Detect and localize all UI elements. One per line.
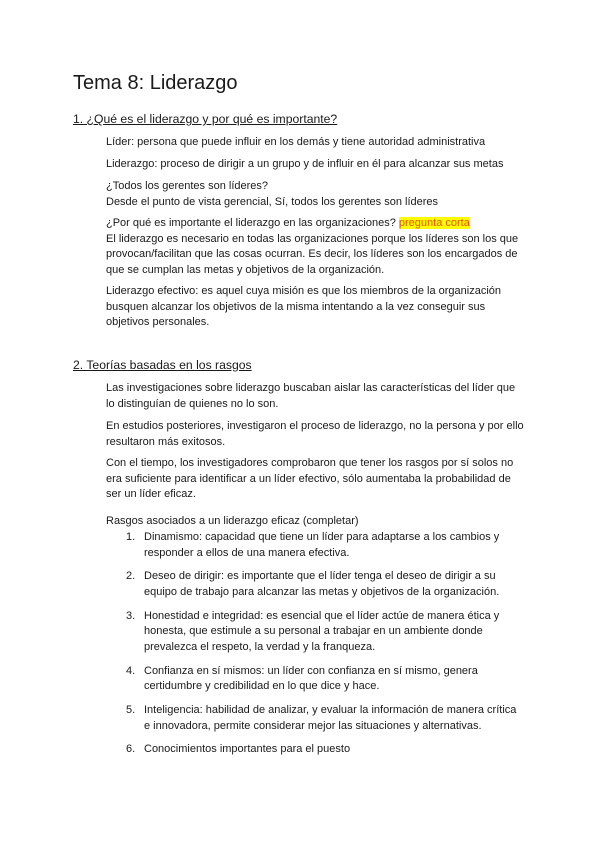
list-item-text: Confianza en sí mismos: un líder con confianza en sí mismo, genera certidumbre y credibilidad en lo que dice y hace. xyxy=(144,664,478,693)
list-item xyxy=(106,703,524,734)
list-item-text: Dinamismo: capacidad que tiene un líder para adaptarse a los cambios y responder a ellos de una manera efectiva. xyxy=(144,531,500,559)
list-item-number: 3. xyxy=(126,609,136,622)
definition-liderazgo: Liderazgo: proceso de dirigir a un grupo y de influir en él para alcanzar sus metas xyxy=(106,158,504,170)
list-item-number: 6. xyxy=(126,743,136,756)
list-item xyxy=(106,569,524,600)
list-item-text: Deseo de dirigir: es importante que el líder tenga el deseo de dirigir a su equipo de trabajo para alcanzar las metas y objetivos de la organización. xyxy=(144,570,500,598)
definition-lider: Líder: persona que puede influir en los demás y tiene autoridad administrativa xyxy=(106,136,486,148)
liderazgo-efectivo: Liderazgo efectivo: es aquel cuya misión es que los miembros de la organización busquen alcanzar los objetivos de la misma intentando a la vez conseguir sus objetivos personales. xyxy=(106,285,501,329)
paragraph-estudios: En estudios posteriores, investigaron el proceso de liderazgo, no la persona y por ello resultaron más exitosos. xyxy=(106,420,524,448)
list-item-number: 1. xyxy=(126,531,136,543)
list-item-number: 2. xyxy=(126,570,136,583)
question-importante-block xyxy=(106,216,524,278)
answer-importante: El liderazgo es necesario en todas las organizaciones porque los líderes son los que provocan/facilitan que las cosas ocurran. Es decir, los líderes son los encargados de que se cumplan las metas y objetivos de la organización. xyxy=(106,232,519,276)
question-importante-line xyxy=(106,216,524,232)
list-item xyxy=(106,530,524,561)
traits-list xyxy=(106,530,524,766)
section-2-heading: 2. Teorías basadas en los rasgos xyxy=(73,358,252,372)
list-item-text: Inteligencia: habilidad de analizar, y evaluar la información de manera crítica e innovadora, permite considerar mejor las situaciones y alternativas. xyxy=(144,704,517,732)
answer-gerentes: Desde el punto de vista gerencial, Sí, todos los gerentes son líderes xyxy=(106,195,439,208)
question-gerentes: ¿Todos los gerentes son líderes? xyxy=(106,180,269,192)
paragraph-investigaciones: Las investigaciones sobre liderazgo buscaban aislar las características del líder que lo distinguían de quienes no lo son. xyxy=(106,382,516,410)
list-item-number: 5. xyxy=(126,704,136,717)
list-item-text: Conocimientos importantes para el puesto xyxy=(144,743,351,756)
list-item xyxy=(106,609,524,656)
question-gerentes-block xyxy=(106,179,524,210)
list-item-number: 4. xyxy=(126,664,136,677)
paragraph-rasgos: Con el tiempo, los investigadores comprobaron que tener los rasgos por sí solos no era suficiente para identificar a un líder efectivo, sólo aumentaba la probabilidad de ser un líder eficaz. xyxy=(106,457,514,501)
section-1-heading: 1. ¿Qué es el liderazgo y por qué es importante? xyxy=(73,112,338,126)
page-title: Tema 8: Liderazgo xyxy=(73,72,238,94)
short-question-highlight: pregunta corta xyxy=(398,217,470,229)
list-item xyxy=(106,742,524,758)
question-importante: ¿Por qué es importante el liderazgo en las organizaciones? xyxy=(106,217,396,229)
list-item-text: Honestidad e integridad: es esencial que el líder actúe de manera ética y honesta, que estimule a su personal a trabajar en un ambiente donde prevalezca el respeto, la verdad y la franqueza. xyxy=(144,609,500,653)
list-intro: Rasgos asociados a un liderazgo eficaz (completar) xyxy=(106,515,359,527)
list-item xyxy=(106,664,524,695)
